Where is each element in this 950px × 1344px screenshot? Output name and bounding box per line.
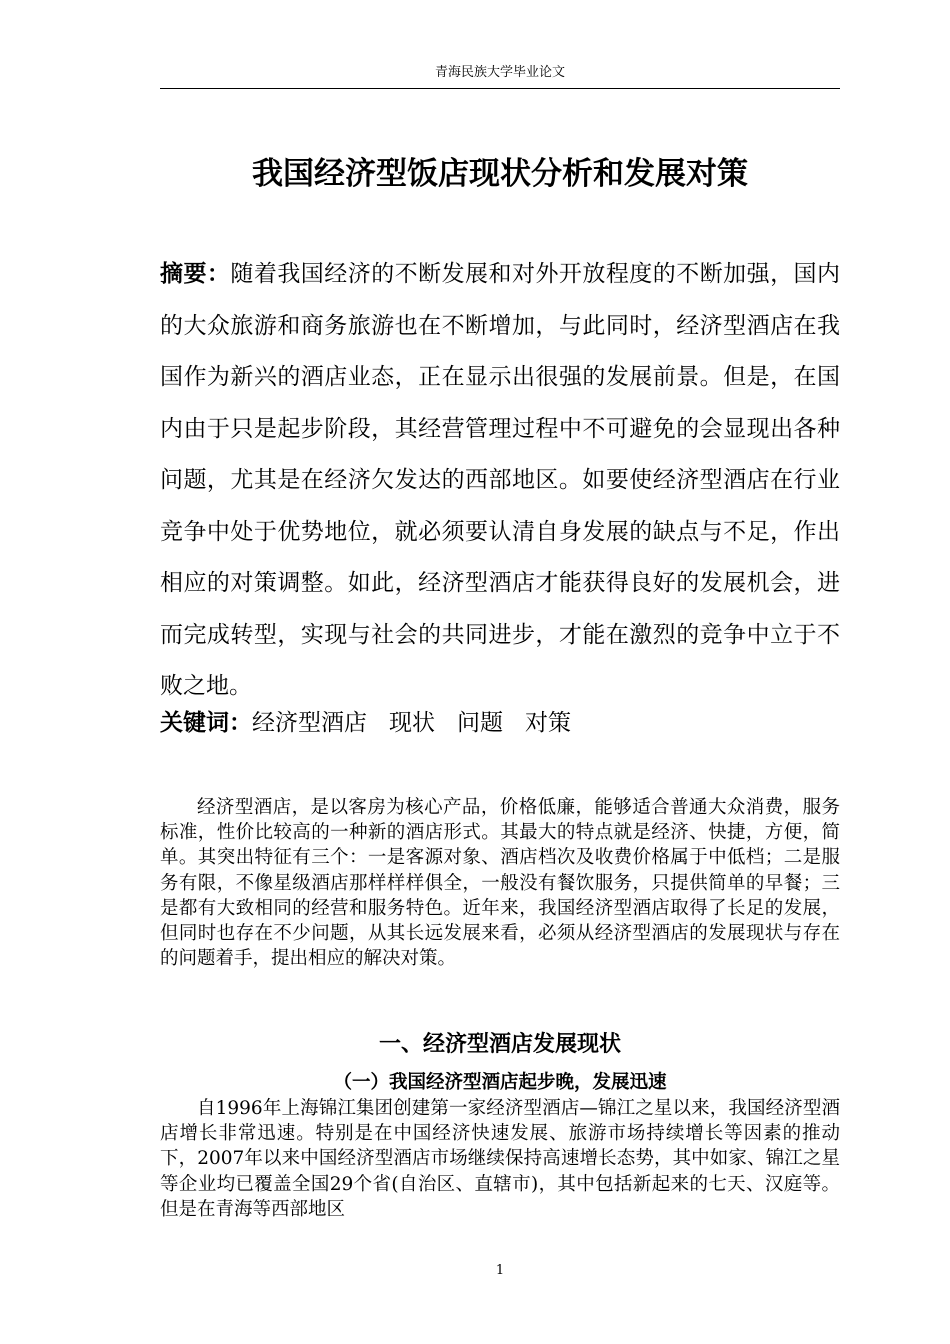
subsection-heading: （一）我国经济型酒店起步晚，发展迅速 [333,1072,667,1093]
abstract-text: 随着我国经济的不断发展和对外开放程度的不断加强，国内的大众旅游和商务旅游也在不断增加，与此同时，经济型酒店在我国作为新兴的酒店业态，正在显示出很强的发展前景。但是，在国内由于只是起步阶段，其经营管理过程中不可避免的会显现出各种问题，尤其是在经济欠发达的西部地区。如要使经济型酒店在行业竞争中处于优势地位，就必须要认清自身发展的缺点与不足，作出相应的对策调整。如此，经济型酒店才能获得良好的发展机会，进而完成转型，实现与社会的共同进步，才能在激烈的竞争中立于不败之地。 [160,261,841,699]
page-number: 1 [495,1263,505,1278]
running-header: 青海民族大学毕业论文 [434,65,565,80]
section-heading: 一、经济型酒店发展现状 [378,1032,621,1057]
keyword-item: 对策 [525,710,571,736]
abstract [160,249,840,713]
keyword-item: 经济型酒店 [252,710,367,736]
keyword-item: 现状 [389,710,435,736]
intro-paragraph: 经济型酒店，是以客房为核心产品，价格低廉，能够适合普通大众消费，服务标准，性价比较高的一种新的酒店形式。其最大的特点就是经济、快捷，方便，简单。其突出特征有三个：一是客源对象、酒店档次及收费价格属于中低档；二是服务有限，不像星级酒店那样样样俱全，一般没有餐饮服务，只提供简单的早餐；三是都有大致相同的经营和服务特色。近年来，我国经济型酒店取得了长足的发展，但同时也存在不少问题，从其长远发展来看，必须从经济型酒店的发展现状与存在的问题着手，提出相应的解决对策。 [160,797,840,970]
header-rule [160,88,840,89]
keyword-item: 问题 [457,710,503,736]
paper-title: 我国经济型饭店现状分析和发展对策 [252,156,748,192]
keywords [160,698,840,750]
body-paragraph: 自1996年上海锦江集团创建第一家经济型酒店—锦江之星以来，我国经济型酒店增长非常迅速。特别是在中国经济快速发展、旅游市场持续增长等因素的推动下，2007年以来中国经济型酒店市场继续保持高速增长态势，其中如家、锦江之星等企业均已覆盖全国29个省(自治区、直辖市)，其中包括新起来的七天、汉庭等。但是在青海等西部地区 [160,1098,840,1220]
keywords-label: 关键词： [160,710,252,736]
abstract-label: 摘要： [160,261,231,287]
